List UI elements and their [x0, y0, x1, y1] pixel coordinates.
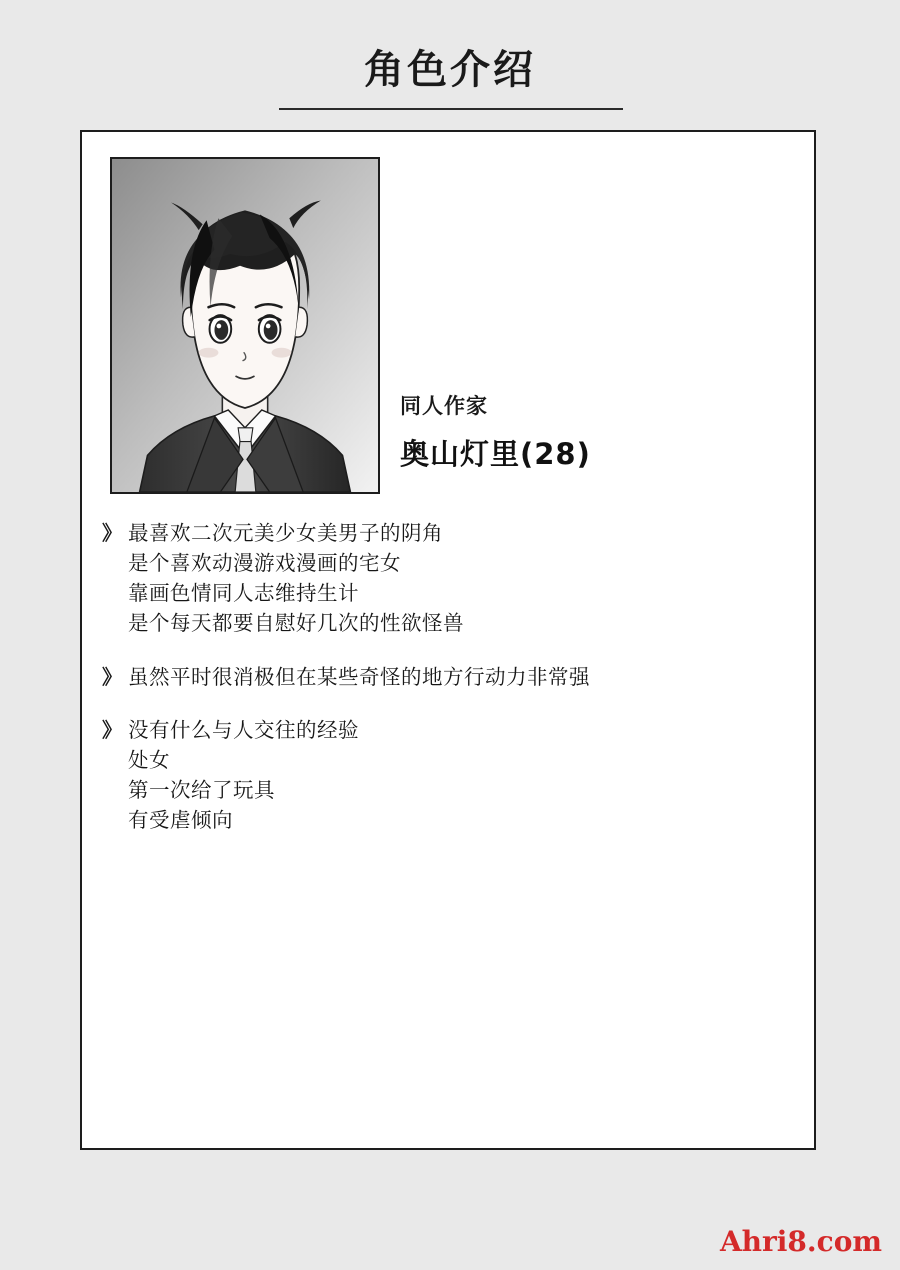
portrait-illustration — [112, 159, 378, 492]
trait-group — [102, 664, 792, 692]
character-traits — [102, 520, 792, 861]
trait-subtext: 第一次给了玩具 — [128, 778, 275, 803]
character-portrait — [110, 157, 380, 494]
bullet-marker-icon: 》 — [102, 664, 123, 689]
character-role: 同人作家 — [400, 394, 488, 418]
trait-text: 虽然平时很消极但在某些奇怪的地方行动力非常强 — [128, 664, 590, 689]
trait-subtext: 是个每天都要自慰好几次的性欲怪兽 — [128, 610, 464, 635]
trait-text: 最喜欢二次元美少女美男子的阴角 — [128, 521, 443, 545]
trait-group — [102, 520, 792, 638]
trait-subtext: 有受虐倾向 — [128, 808, 233, 832]
trait-line — [102, 717, 792, 745]
title-underline — [279, 108, 623, 110]
character-name-block — [400, 390, 780, 473]
trait-line — [102, 520, 792, 548]
bullet-marker-icon: 》 — [102, 521, 123, 545]
trait-subtext: 处女 — [128, 748, 170, 773]
site-watermark: Ahri8.com — [719, 1225, 882, 1258]
character-name: 奥山灯里(28) — [400, 437, 591, 471]
trait-text: 没有什么与人交往的经验 — [128, 718, 359, 743]
trait-subtext: 是个喜欢动漫游戏漫画的宅女 — [128, 550, 401, 575]
character-card — [80, 130, 816, 1150]
bullet-marker-icon: 》 — [102, 718, 123, 743]
page-title: 角色介绍 — [364, 47, 536, 93]
trait-group — [102, 717, 792, 835]
trait-subtext: 靠画色情同人志维持生计 — [128, 580, 359, 605]
trait-line — [102, 664, 792, 692]
page-title-wrap — [0, 48, 900, 102]
